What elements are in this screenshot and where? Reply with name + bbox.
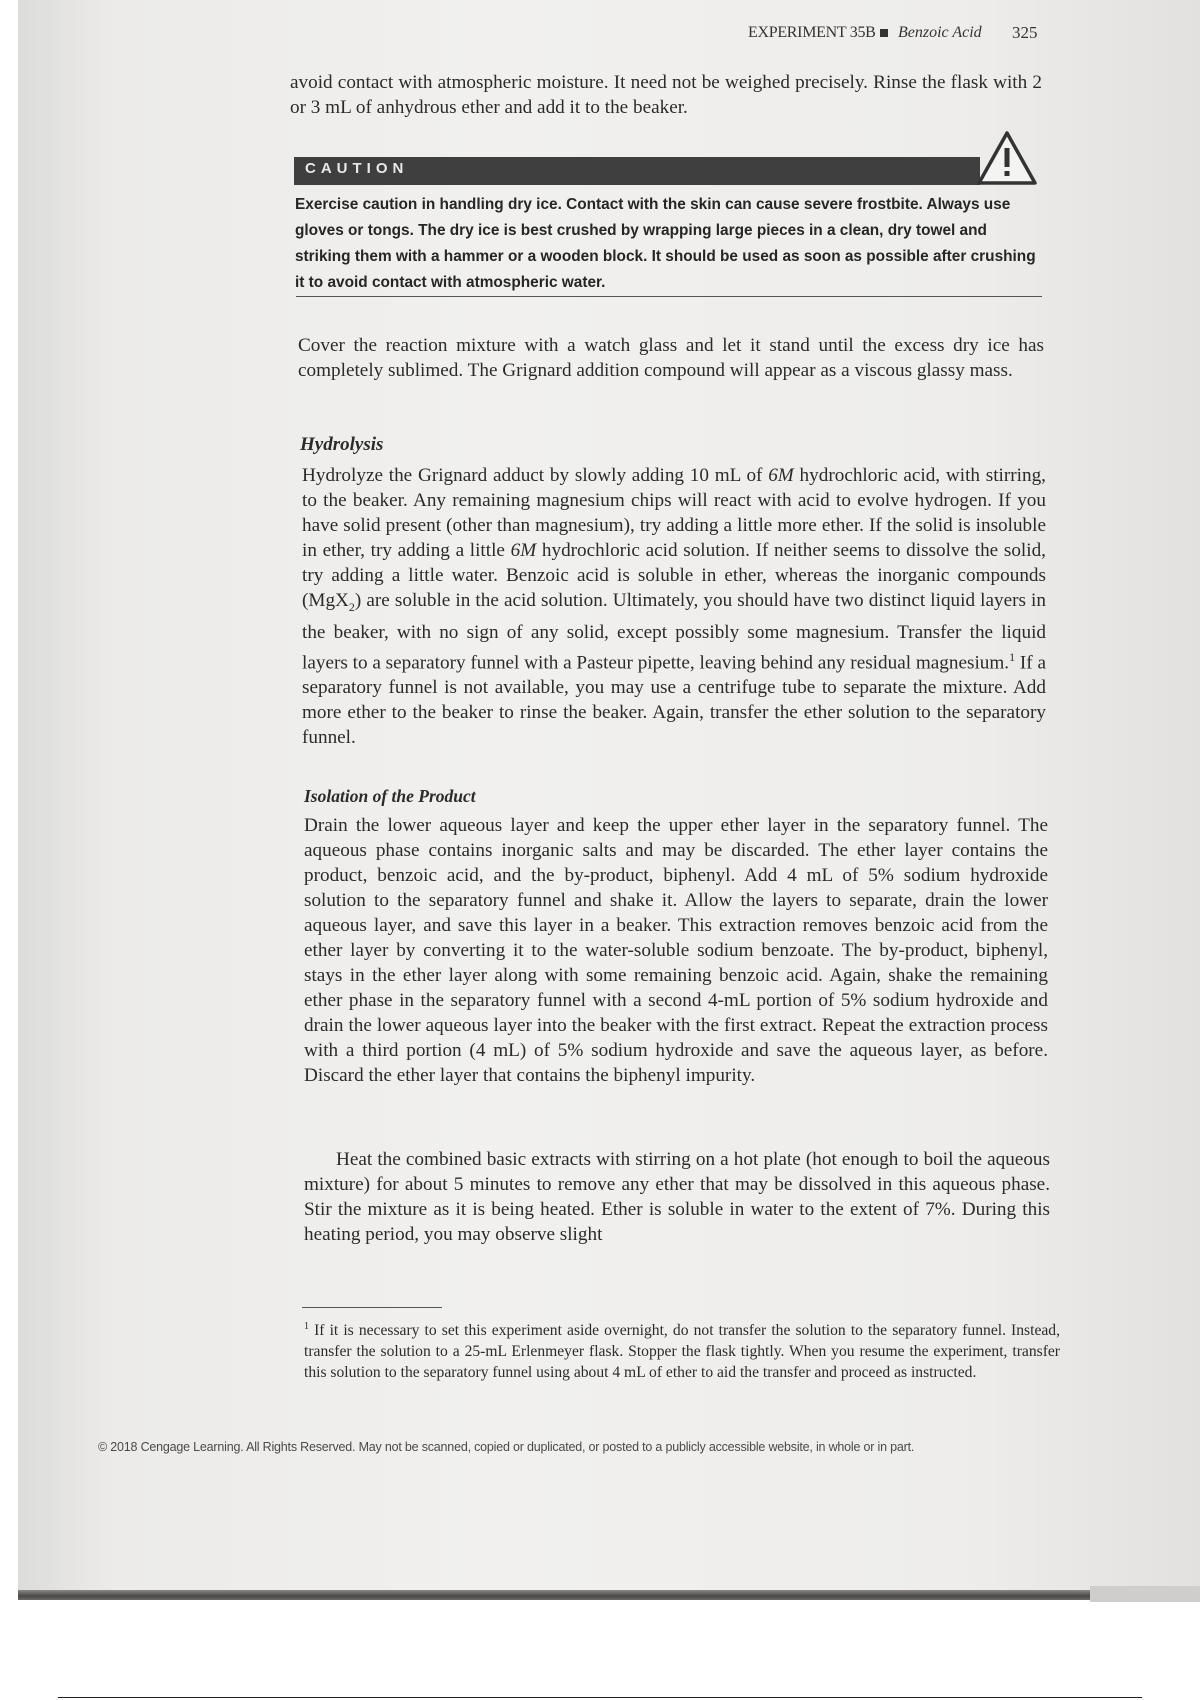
header-experiment: EXPERIMENT 35B [748, 24, 876, 41]
concentration: 6M [510, 540, 537, 561]
concentration: 6M [768, 465, 794, 486]
hydrolysis-text: hydrochloric acid, with stirring, to the beaker. Any remaining magnesium chips will react with acid to evolve hydrogen. If you have solid present (other than magnesium), try adding a little more ether. If the solid is insoluble in ether, try adding a little [302, 465, 1046, 561]
hydrolysis-text: If a separatory funnel is not available, you may use a centrifuge tube to separate the mixture. Add more ether to the beaker to rinse the beaker. Again, transfer the ether solution to the separatory funnel. [302, 652, 1047, 749]
heating-paragraph: Heat the combined basic extracts with stirring on a hot plate (hot enough to boil the aqueous mixture) for about 5 minutes to remove any ether that may be dissolved in this aqueous phase. Stir the mixture as it is being heated. Ether is soluble in water to the extent of 7%. During this heating period, you may observe slight [304, 1149, 1050, 1245]
hydrolysis-text: ) are soluble in the acid solution. Ultimately, you should have two distinct liquid layers in the beaker, with no sign of any solid, except possibly some magnesium. Transfer the liquid layers to a separatory funnel with a Pasteur pipette, leaving behind any residual magnesium. [302, 590, 1046, 674]
copyright-notice: © 2018 Cengage Learning. All Rights Reserved. May not be scanned, copied or duplicated, or posted to a publicly accessible website, in whole or in part. [98, 1440, 915, 1454]
header-square-icon [880, 29, 888, 37]
hydrolysis-heading: Hydrolysis [300, 434, 384, 455]
scan-bottom-line [58, 1697, 1142, 1698]
hydrolysis-text: Hydrolyze the Grignard adduct by slowly adding 10 mL of [302, 465, 769, 486]
footnote-text: If it is necessary to set this experiment aside overnight, do not transfer the solution to the separatory funnel. Instead, transfer the solution to a 25-mL Erlenmeyer flask. Stopper the flask tightly. When you resume the experiment, transfer this solution to the separatory funnel using about 4 mL of ether to aid the transfer and proceed as instructed. [304, 1322, 1060, 1382]
isolation-paragraph: Drain the lower aqueous layer and keep the upper ether layer in the separatory funnel. The aqueous phase contains inorganic salts and may be discarded. The ether layer contains the product, benzoic acid, and the by-product, biphenyl. Add 4 mL of 5% sodium hydroxide solution to the separatory funnel and shake it. Allow the layers to separate, drain the lower aqueous layer, and save this layer in a beaker. This extraction removes benzoic acid from the ether layer by converting it to the water-soluble sodium benzoate. The by-product, biphenyl, stays in the ether layer along with some remaining benzoic acid. Again, shake the remaining ether phase in the separatory funnel with a second 4-mL portion of 5% sodium hydroxide and drain the lower aqueous layer into the beaker with the first extract. Repeat the extraction process with a third portion (4 mL) of 5% sodium hydroxide and save the aqueous layer, as before. Discard the ether layer that contains the biphenyl impurity. [304, 815, 1048, 1086]
isolation-heading: Isolation of the Product [304, 786, 476, 806]
hydrolysis-text: hydrochloric acid solution. If neither seems to dissolve the solid, try adding a little water. Benzoic acid is soluble in ether, whereas the inorganic compounds (MgX [302, 540, 1046, 611]
footnote-marker: 1 [304, 1321, 309, 1332]
intro-paragraph: avoid contact with atmospheric moisture. It need not be weighed precisely. Rinse the flask with 2 or 3 mL of anhydrous ether and add it to the beaker. [290, 72, 1042, 118]
hydrolysis-paragraph [302, 463, 1046, 750]
caution-divider [296, 296, 1042, 297]
page-number: 325 [1012, 23, 1038, 42]
page-bottom-shadow [18, 1590, 1200, 1600]
page-curl-edge [1090, 1586, 1200, 1602]
warning-triangle-icon [976, 130, 1038, 186]
footnote-divider [302, 1307, 442, 1308]
cover-paragraph: Cover the reaction mixture with a watch glass and let it stand until the excess dry ice has completely sublimed. The Grignard addition compound will appear as a viscous glassy mass. [298, 335, 1044, 381]
caution-label: CAUTION [305, 160, 409, 177]
footnote [304, 1316, 1060, 1383]
header-topic: Benzoic Acid [898, 24, 982, 41]
caution-text: Exercise caution in handling dry ice. Contact with the skin can cause severe frostbite. Always use gloves or tongs. The dry ice is best crushed by wrapping large pieces in a clean, dry towel and striking them with a hammer or a wooden block. It should be used as soon as possible after crushing it to avoid contact with atmospheric water. [295, 196, 1036, 291]
running-header [748, 22, 1048, 44]
footnote-reference: 1 [1009, 649, 1016, 664]
subscript: 2 [348, 599, 355, 614]
